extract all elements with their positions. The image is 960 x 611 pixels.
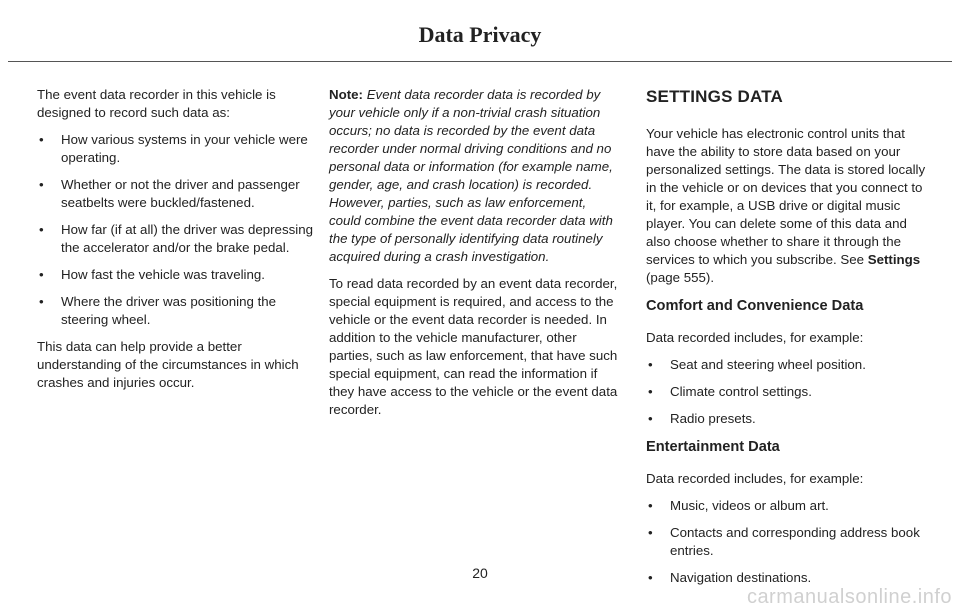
edr-access-paragraph: To read data recorded by an event data recorder, special equipment is required, and access to the vehicle or the event data recorder is needed. In addition to the vehicle manufacturer, other parties, such as law enforcement, that have such special equipment, can read the information if they have access to the vehicle or the event data recorder.: [329, 276, 618, 417]
column-left: [37, 86, 319, 401]
note-label: Note:: [329, 87, 363, 102]
comfort-list: [646, 356, 926, 428]
list-item: • Navigation destinations.: [646, 569, 926, 587]
settings-data-heading: SETTINGS DATA: [646, 87, 784, 106]
edr-data-list: [37, 131, 319, 329]
list-item: • How various systems in your vehicle were operating.: [37, 131, 319, 167]
list-item: • Music, videos or album art.: [646, 497, 926, 515]
page-title: Data Privacy: [418, 22, 542, 47]
page-header: [0, 0, 960, 62]
list-item: • Radio presets.: [646, 410, 926, 428]
edr-intro: The event data recorder in this vehicle is designed to record such data as:: [37, 87, 276, 120]
settings-intro-text: Your vehicle has electronic control units that have the ability to store data based on your personalized settings. The data is stored locally in the vehicle or on devices that you connect to it, for example, a USB drive or digital music player. You can delete some of this data and also choose whether to share it through the services to which you subscribe. See: [646, 126, 926, 267]
watermark: carmanualsonline.info: [746, 586, 952, 608]
settings-xref-page: (page 555).: [646, 270, 715, 285]
settings-xref-link[interactable]: Settings: [867, 252, 921, 267]
edr-note: [329, 86, 621, 266]
edr-closing: This data can help provide a better understanding of the circumstances in which crashes and injuries occur.: [37, 339, 299, 390]
list-item: • How far (if at all) the driver was depressing the accelerator and/or the brake pedal.: [37, 221, 319, 257]
comfort-intro: Data recorded includes, for example:: [646, 330, 864, 345]
settings-data-intro: [646, 125, 926, 287]
comfort-heading: Comfort and Convenience Data: [646, 298, 864, 314]
note-text: Event data recorder data is recorded by your vehicle only if a non-trivial crash situation occurs; no data is recorded by the event data recorder under normal driving conditions and no personal data or information (for example name, gender, age, and crash location) is recorded. However, parties, such as law enforcement, could combine the event data recorder data with the type of personally identifying data routinely acquired during a crash investigation.: [329, 87, 613, 264]
column-right: [646, 86, 926, 596]
entertainment-heading: Entertainment Data: [646, 439, 780, 455]
page-number: 20: [472, 565, 488, 581]
header-divider: [8, 61, 952, 62]
list-item: • Whether or not the driver and passenger seatbelts were buckled/fastened.: [37, 176, 319, 212]
list-item: • How fast the vehicle was traveling.: [37, 266, 319, 284]
list-item: • Where the driver was positioning the steering wheel.: [37, 293, 319, 329]
column-middle: [329, 86, 621, 428]
list-item: • Climate control settings.: [646, 383, 926, 401]
entertainment-intro: Data recorded includes, for example:: [646, 471, 864, 486]
list-item: • Contacts and corresponding address book entries.: [646, 524, 926, 560]
list-item: • Seat and steering wheel position.: [646, 356, 926, 374]
